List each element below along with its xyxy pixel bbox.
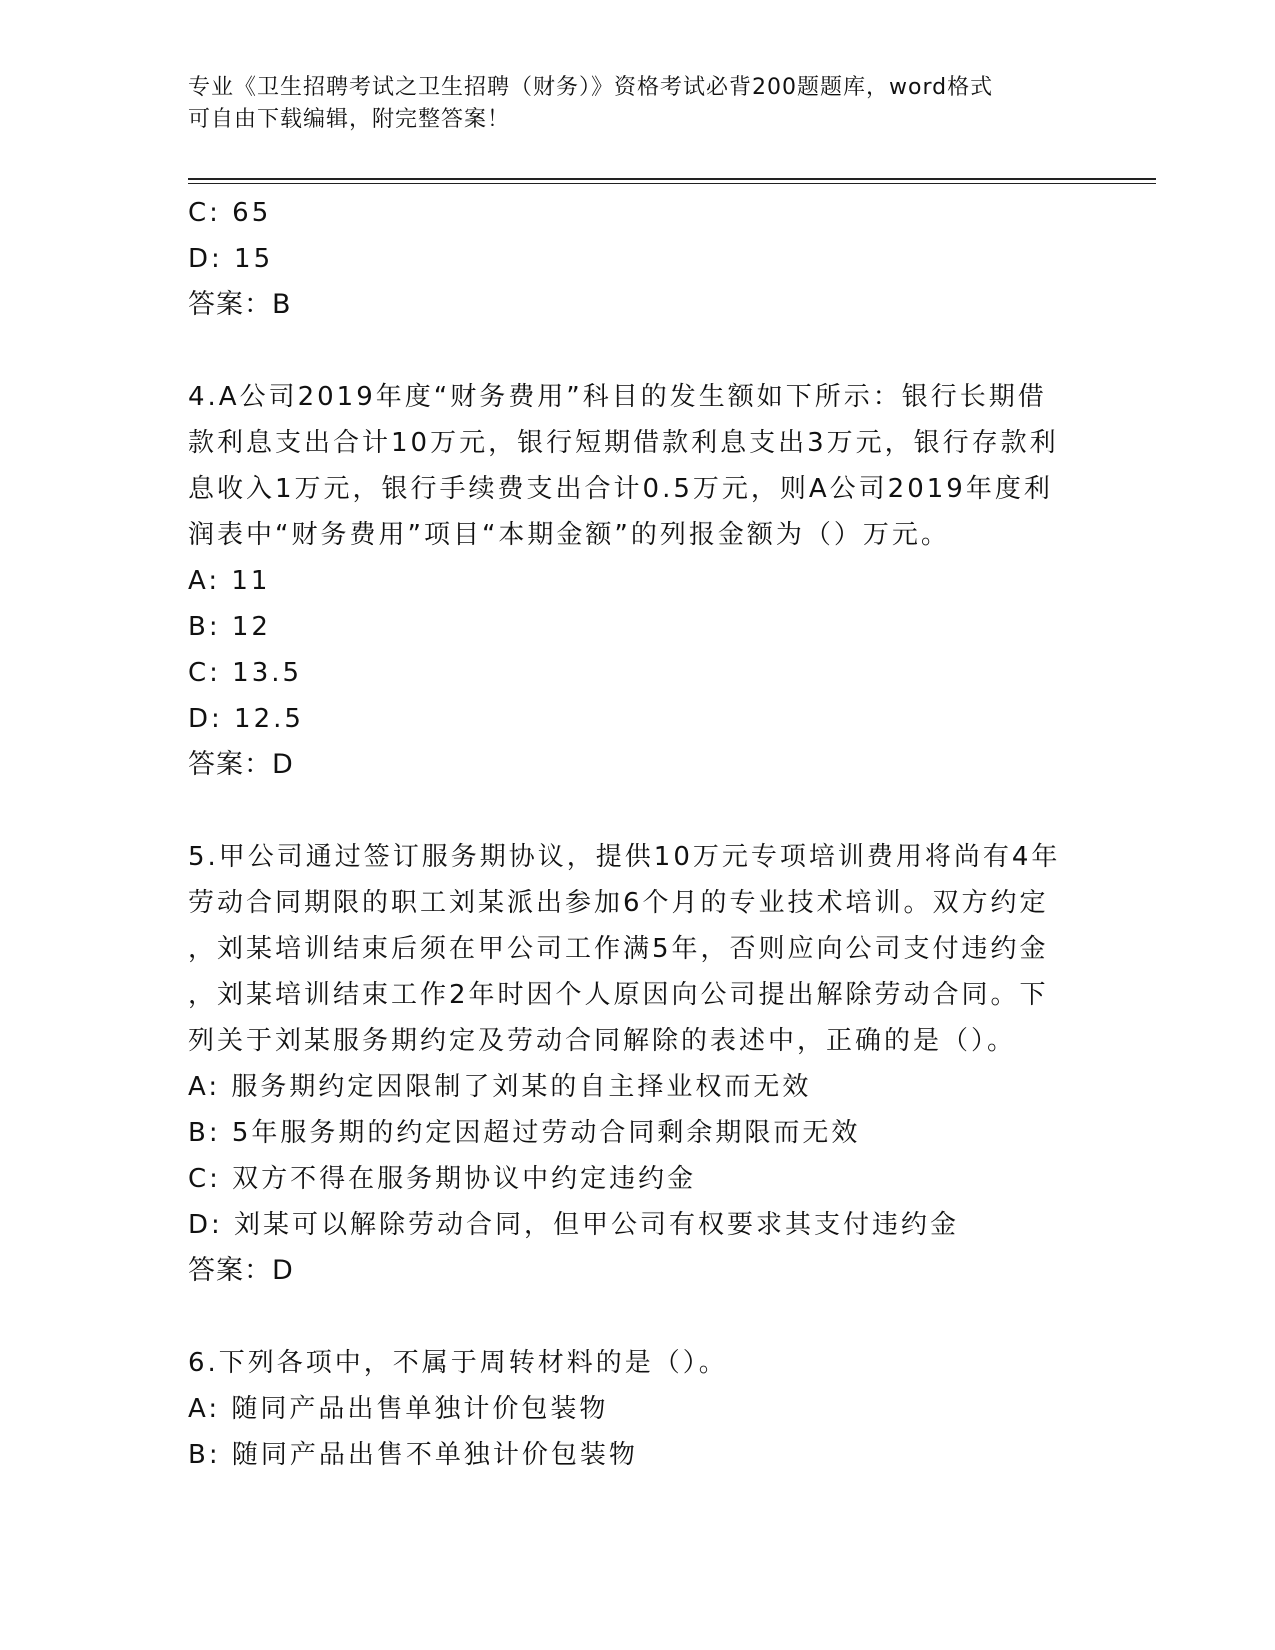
document-body	[188, 190, 1088, 1478]
header-divider-thick	[188, 178, 1156, 180]
header-divider-thin	[188, 183, 1156, 184]
question-text-line: 劳动合同期限的职工刘某派出参加6个月的专业技术培训。双方约定	[188, 888, 1049, 918]
spacer	[188, 788, 1088, 834]
question-text-line: ，刘某培训结束后须在甲公司工作满5年，否则应向公司支付违约金	[188, 934, 1049, 964]
question-5	[188, 834, 1088, 1294]
document-header	[188, 72, 1088, 136]
option-b: B: 12	[188, 612, 271, 642]
question-text-line: 息收入1万元，银行手续费支出合计0.5万元，则A公司2019年度利	[188, 474, 1053, 504]
option-b: B: 随同产品出售不单独计价包装物	[188, 1440, 638, 1470]
option-d: D: 12.5	[188, 704, 304, 734]
question-3-tail	[188, 190, 1088, 328]
question-text-line: 4.A公司2019年度“财务费用”科目的发生额如下所示：银行长期借	[188, 382, 1047, 412]
question-6	[188, 1340, 1088, 1478]
answer-line: 答案：D	[188, 749, 294, 780]
answer-line: 答案：D	[188, 1255, 294, 1286]
spacer	[188, 328, 1088, 374]
header-line-1: 专业《卫生招聘考试之卫生招聘（财务）》资格考试必背200题题库，word格式	[188, 75, 994, 100]
question-text-line: 5.甲公司通过签订服务期协议，提供10万元专项培训费用将尚有4年	[188, 842, 1061, 872]
option-c: C: 65	[188, 198, 272, 228]
question-text-line: 6.下列各项中，不属于周转材料的是（）。	[188, 1348, 728, 1378]
question-text-line: ，刘某培训结束工作2年时因个人原因向公司提出解除劳动合同。下	[188, 980, 1049, 1010]
option-a: A: 服务期约定因限制了刘某的自主择业权而无效	[188, 1072, 812, 1102]
option-d: D: 刘某可以解除劳动合同，但甲公司有权要求其支付违约金	[188, 1210, 960, 1240]
option-b: B: 5年服务期的约定因超过劳动合同剩余期限而无效	[188, 1118, 861, 1148]
header-line-2: 可自由下载编辑，附完整答案！	[188, 107, 511, 132]
option-d: D: 15	[188, 244, 274, 274]
question-text-line: 润表中“财务费用”项目“本期金额”的列报金额为（）万元。	[188, 520, 950, 550]
option-c: C: 13.5	[188, 658, 303, 688]
spacer	[188, 1294, 1088, 1340]
answer-line: 答案：B	[188, 289, 292, 320]
option-c: C: 双方不得在服务期协议中约定违约金	[188, 1164, 697, 1194]
question-text-line: 列关于刘某服务期约定及劳动合同解除的表述中，正确的是（）。	[188, 1026, 1017, 1056]
question-4	[188, 374, 1088, 788]
option-a: A: 11	[188, 566, 271, 596]
question-text-line: 款利息支出合计10万元，银行短期借款利息支出3万元，银行存款利	[188, 428, 1059, 458]
option-a: A: 随同产品出售单独计价包装物	[188, 1394, 609, 1424]
